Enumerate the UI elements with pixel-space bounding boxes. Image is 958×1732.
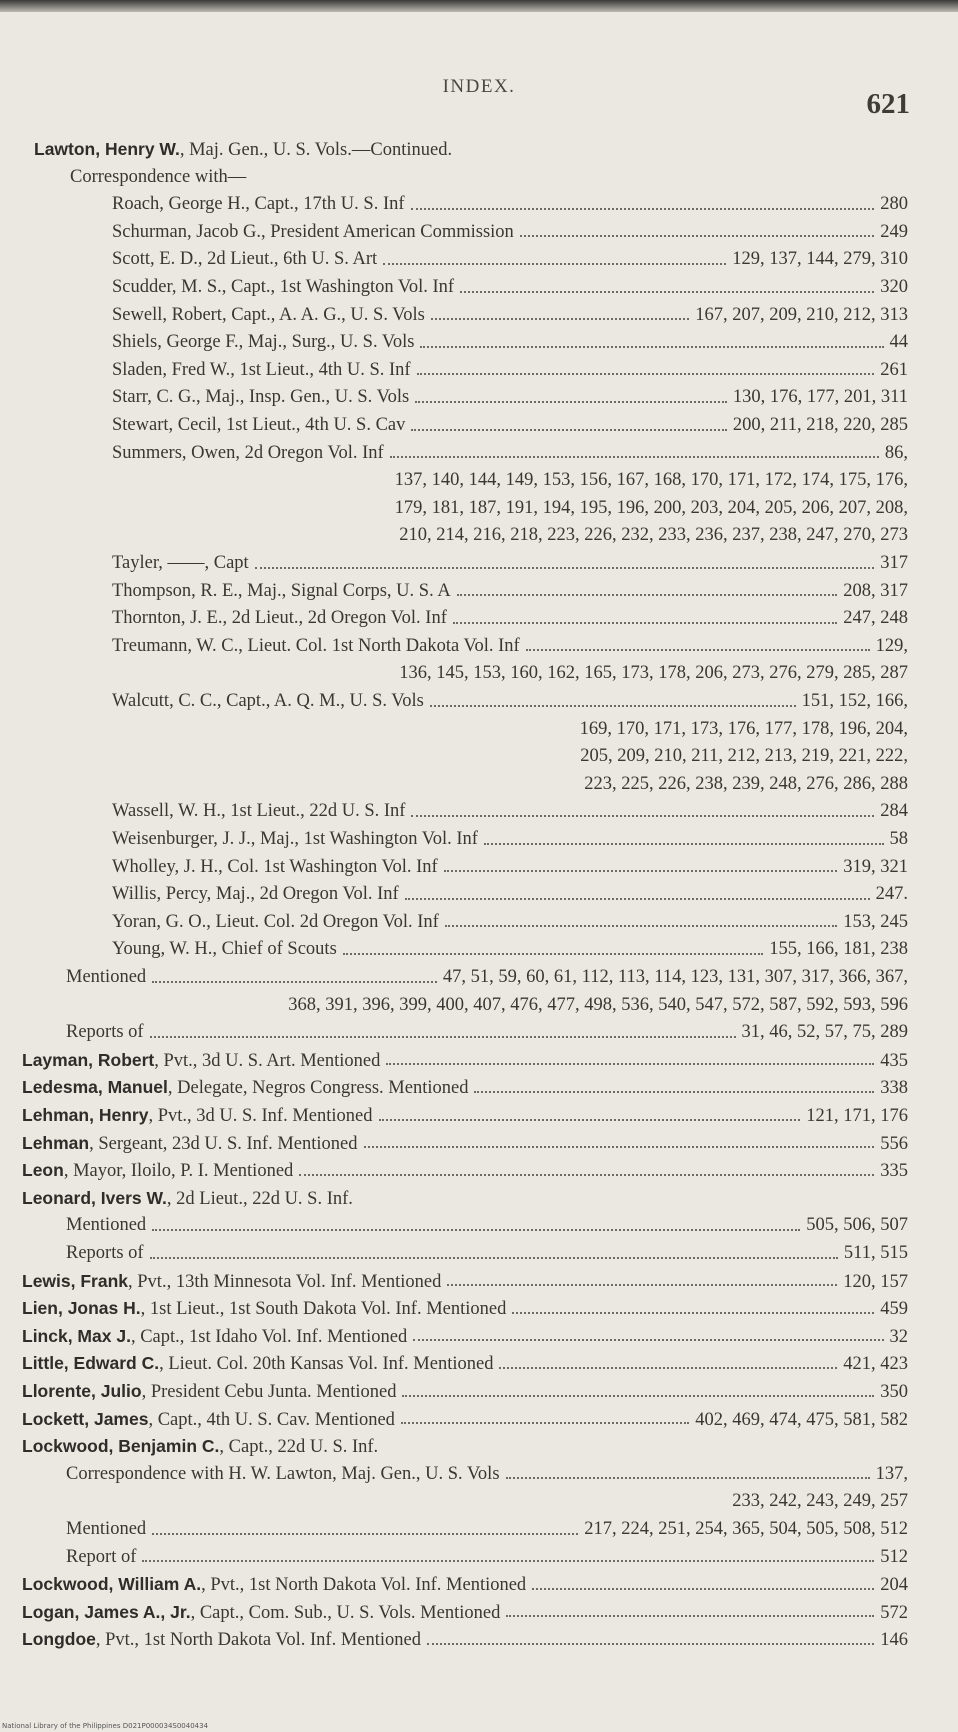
- entry-pages: 130, 176, 177, 201, 311: [732, 387, 908, 408]
- entry-name: Layman, Robert: [22, 1049, 155, 1070]
- entry-name: Lehman: [22, 1132, 90, 1153]
- correspondent: Shiels, George F., Maj., Surg., U. S. Vols: [112, 332, 415, 353]
- entry-desc: , Capt., 22d U. S. Inf.: [219, 1437, 379, 1458]
- entry-label: [22, 1350, 493, 1378]
- correspondence-row: [112, 909, 908, 936]
- sub-label: Mentioned: [66, 1519, 147, 1539]
- mentioned-row: [66, 964, 908, 991]
- index-entry-lockwood: [22, 1433, 378, 1460]
- pages-continuation: 179, 181, 187, 191, 194, 195, 196, 200, 203, 204, 205, 206, 207, 208,: [394, 497, 908, 518]
- correspondent: Sladen, Fred W., 1st Lieut., 4th U. S. Inf: [112, 359, 411, 380]
- entry-desc: , Pvt., 1st North Dakota Vol. Inf. Mentioned: [201, 1575, 527, 1596]
- entry-label: [112, 191, 405, 218]
- entry-pages: 556: [880, 1133, 908, 1154]
- correspondent: Tayler, ——, Capt: [112, 553, 249, 573]
- entry-pages: 208, 317: [843, 580, 908, 601]
- entry-label: [66, 1240, 144, 1267]
- dot-leader: [383, 263, 726, 265]
- index-entry: [22, 1074, 908, 1101]
- entry-name: Little, Edward C.: [22, 1353, 160, 1374]
- correspondent: Starr, C. G., Maj., Insp. Gen., U. S. Vols: [112, 387, 410, 408]
- entry-pages: 319, 321: [843, 856, 908, 877]
- entry-pages: 121, 171, 176: [806, 1106, 908, 1126]
- index-entry: [22, 1130, 908, 1157]
- pages-continuation: 137, 140, 144, 149, 153, 156, 167, 168, 170, 171, 172, 174, 175, 176,: [394, 470, 908, 491]
- dot-leader: [255, 567, 875, 569]
- dot-leader: [499, 1367, 837, 1369]
- entry-desc: , Pvt., 1st North Dakota Vol. Inf. Mentioned: [95, 1630, 421, 1651]
- entry-pages: 58: [889, 829, 908, 849]
- index-entry: [22, 1378, 908, 1405]
- sub-label: Reports of: [66, 1243, 144, 1263]
- correspondence-row: [112, 826, 908, 853]
- entry-name: Lockett, James: [22, 1408, 149, 1429]
- sub-label: Reports of: [66, 1022, 144, 1043]
- entry-label: [112, 440, 384, 467]
- dot-leader: [401, 1422, 689, 1424]
- reports-row: [66, 1544, 908, 1571]
- entry-desc: , President Cebu Junta. Mentioned: [141, 1382, 397, 1402]
- index-entry: [22, 1626, 908, 1653]
- reports-row: [66, 1019, 908, 1046]
- dot-leader: [460, 291, 874, 293]
- entry-label: [66, 1544, 136, 1571]
- correspondence-row: [112, 274, 908, 301]
- entry-pages: 249: [880, 221, 908, 242]
- entry-desc: , Maj. Gen., U. S. Vols.—Continued.: [179, 140, 453, 160]
- dot-leader: [413, 1339, 883, 1341]
- entry-pages: 146: [880, 1630, 908, 1651]
- pages-continuation: 136, 145, 153, 160, 162, 165, 173, 178, 206, 273, 276, 279, 285, 287: [399, 663, 908, 684]
- entry-pages: 217, 224, 251, 254, 365, 504, 505, 508, 512: [584, 1519, 908, 1539]
- dot-leader: [526, 649, 870, 651]
- entry-name: Ledesma, Manuel: [22, 1077, 168, 1098]
- entry-pages: 512: [880, 1546, 908, 1567]
- sub-label: Report of: [66, 1546, 137, 1567]
- entry-pages: 320: [880, 277, 908, 297]
- entry-pages: 167, 207, 209, 210, 212, 313: [695, 304, 908, 325]
- entry-label: [112, 274, 454, 301]
- page-number: 621: [866, 88, 910, 120]
- dot-leader: [364, 1146, 875, 1148]
- pages-continuation: 205, 209, 210, 211, 212, 213, 219, 221, 222,: [580, 746, 908, 767]
- entry-pages: 280: [880, 194, 908, 215]
- entry-pages: 511, 515: [843, 1243, 908, 1263]
- entry-label: [22, 1599, 500, 1627]
- entry-pages: 435: [880, 1050, 908, 1071]
- entry-label: [112, 633, 520, 660]
- correspondent: Wassell, W. H., 1st Lieut., 22d U. S. Inf: [112, 801, 406, 822]
- scan-top-edge: [0, 0, 958, 12]
- entry-label: [112, 881, 399, 908]
- correspondent: Schurman, Jacob G., President American Commission: [112, 221, 514, 242]
- entry-pages: 261: [880, 359, 908, 380]
- index-entry: [22, 1406, 908, 1433]
- dot-leader: [405, 898, 870, 900]
- entry-pages: 459: [880, 1299, 908, 1320]
- entry-pages: 204: [880, 1575, 908, 1596]
- page-title: INDEX.: [442, 76, 516, 97]
- correspondent: Summers, Owen, 2d Oregon Vol. Inf: [112, 442, 384, 463]
- dot-leader: [415, 401, 727, 403]
- entry-pages: 247.: [875, 884, 908, 905]
- sub-label: Correspondence with H. W. Lawton, Maj. Gen., U. S. Vols: [66, 1463, 500, 1484]
- entry-pages: 317: [880, 553, 908, 573]
- entry-name: Leonard, Ivers W.: [22, 1187, 167, 1208]
- entry-desc: , Delegate, Negros Congress. Mentioned: [167, 1078, 469, 1099]
- dot-leader: [512, 1312, 874, 1314]
- entry-label: [66, 964, 146, 991]
- entry-name: Linck, Max J.: [22, 1325, 131, 1346]
- correspondent: Scott, E. D., 2d Lieut., 6th U. S. Art: [112, 249, 378, 270]
- entry-desc: , Mayor, Iloilo, P. I. Mentioned: [63, 1161, 294, 1182]
- correspondent: Willis, Percy, Maj., 2d Oregon Vol. Inf: [112, 884, 399, 905]
- dot-leader: [457, 594, 838, 596]
- index-entry: [22, 1350, 908, 1377]
- index-entry: [22, 1102, 908, 1129]
- dot-leader: [343, 953, 763, 955]
- entry-pages: 129, 137, 144, 279, 310: [732, 249, 908, 270]
- dot-leader: [427, 1643, 874, 1645]
- entry-name: Lien, Jonas H.: [22, 1298, 141, 1319]
- entry-label: [22, 1626, 421, 1654]
- entry-pages: 338: [880, 1078, 908, 1099]
- entry-label: [112, 246, 377, 273]
- entry-desc: , Pvt., 13th Minnesota Vol. Inf. Mentioned: [128, 1271, 442, 1292]
- dot-leader: [532, 1588, 874, 1590]
- correspondent: Stewart, Cecil, 1st Lieut., 4th U. S. Cav: [112, 415, 406, 435]
- dot-leader: [411, 429, 727, 431]
- pages-continuation: 233, 242, 243, 249, 257: [732, 1491, 908, 1512]
- correspondence-row: [112, 357, 908, 384]
- entry-pages: 86,: [884, 442, 908, 463]
- dot-leader: [444, 870, 838, 872]
- dot-leader: [411, 815, 874, 817]
- dot-leader: [506, 1615, 874, 1617]
- entry-label: [22, 1295, 506, 1323]
- entry-label: [112, 384, 409, 411]
- entry-desc: , 2d Lieut., 22d U. S. Inf.: [166, 1188, 353, 1209]
- dot-leader: [386, 1063, 874, 1065]
- correspondence-row: [112, 798, 908, 825]
- entry-label: [112, 578, 451, 605]
- pages-continuation: 368, 391, 396, 399, 400, 407, 476, 477, 498, 536, 540, 547, 572, 587, 592, 593, 596: [288, 994, 908, 1015]
- pages-continuation: 210, 214, 216, 218, 223, 226, 232, 233, 236, 237, 238, 247, 270, 273: [399, 525, 908, 546]
- correspondence-row: [112, 329, 908, 356]
- entry-label: [112, 302, 425, 329]
- entry-label: [112, 826, 478, 853]
- entry-label: [22, 1378, 396, 1406]
- entry-label: [66, 1461, 500, 1488]
- dot-leader: [411, 208, 875, 210]
- entry-name: Lockwood, Benjamin C.: [22, 1436, 220, 1457]
- correspondent: Yoran, G. O., Lieut. Col. 2d Oregon Vol. Inf: [112, 911, 439, 932]
- correspondence-row: [112, 550, 908, 577]
- correspondence-row: [66, 1461, 908, 1488]
- dot-leader: [474, 1091, 874, 1093]
- correspondence-row: [112, 881, 908, 908]
- entry-pages: 505, 506, 507: [806, 1215, 908, 1236]
- index-entry: [22, 1268, 908, 1295]
- entry-name: Llorente, Julio: [22, 1381, 142, 1401]
- entry-label: [112, 798, 405, 825]
- correspondence-row: [112, 384, 908, 411]
- entry-label: [112, 854, 438, 881]
- entry-desc: , Capt., 4th U. S. Cav. Mentioned: [148, 1409, 395, 1430]
- entry-name: Logan, James A., Jr.: [22, 1601, 191, 1622]
- correspondent: Weisenburger, J. J., Maj., 1st Washington Vol. Inf: [112, 829, 478, 849]
- entry-pages: 247, 248: [843, 608, 908, 629]
- mentioned-row: [66, 1516, 908, 1543]
- correspondence-row: [112, 302, 908, 329]
- index-entry: [22, 1323, 908, 1350]
- index-entry: [22, 1157, 908, 1184]
- correspondent: Wholley, J. H., Col. 1st Washington Vol. Inf: [112, 856, 438, 877]
- entry-desc: , Pvt., 3d U. S. Inf. Mentioned: [148, 1106, 373, 1126]
- sub-label: Mentioned: [66, 1215, 147, 1236]
- entry-label: [112, 605, 447, 632]
- dot-leader: [431, 318, 689, 320]
- dot-leader: [453, 622, 837, 624]
- entry-name: Lewis, Frank: [22, 1270, 129, 1291]
- entry-label: [66, 1212, 146, 1239]
- index-entry: [22, 1599, 908, 1626]
- correspondence-row: [112, 246, 908, 273]
- dot-leader: [402, 1395, 874, 1397]
- entry-label: [112, 357, 411, 384]
- entry-pages: 129,: [875, 635, 908, 656]
- entry-desc: , Capt., Com. Sub., U. S. Vols. Mentioned: [190, 1602, 501, 1623]
- correspondent: Sewell, Robert, Capt., A. A. G., U. S. Vols: [112, 304, 425, 325]
- correspondence-row: [112, 191, 908, 218]
- mentioned-row: [66, 1212, 908, 1239]
- entry-pages: 153, 245: [843, 911, 908, 932]
- entry-pages: 137,: [875, 1463, 908, 1484]
- dot-leader: [150, 1257, 838, 1259]
- entry-pages: 47, 51, 59, 60, 61, 112, 113, 114, 123, 131, 307, 317, 366, 367,: [442, 967, 908, 987]
- pages-continuation: 223, 225, 226, 238, 239, 248, 276, 286, 288: [584, 773, 908, 794]
- dot-leader: [299, 1174, 874, 1176]
- entry-label: [22, 1102, 373, 1130]
- entry-pages: 120, 157: [843, 1271, 908, 1292]
- entry-desc: , Sergeant, 23d U. S. Inf. Mentioned: [89, 1133, 358, 1154]
- dot-leader: [430, 705, 796, 707]
- dot-leader: [420, 346, 883, 348]
- correspondent: Young, W. H., Chief of Scouts: [112, 939, 337, 960]
- index-entry: [22, 1047, 908, 1074]
- correspondence-row: [112, 633, 908, 660]
- entry-pages: 155, 166, 181, 238: [769, 939, 908, 960]
- dot-leader: [142, 1560, 874, 1562]
- entry-name: Leon: [22, 1160, 64, 1181]
- correspondent: Thornton, J. E., 2d Lieut., 2d Oregon Vol. Inf: [112, 608, 447, 629]
- correspondent: Walcutt, C. C., Capt., A. Q. M., U. S. Vols: [112, 691, 424, 711]
- entry-label: [22, 1323, 407, 1351]
- entry-pages: 151, 152, 166,: [801, 691, 908, 711]
- dot-leader: [447, 1284, 837, 1286]
- entry-label: [22, 1268, 441, 1296]
- index-page: [0, 12, 958, 1732]
- entry-pages: 31, 46, 52, 57, 75, 289: [741, 1022, 908, 1043]
- entry-label: [112, 219, 514, 246]
- entry-label: [22, 1130, 358, 1158]
- dot-leader: [445, 925, 837, 927]
- index-entry: [22, 1571, 908, 1598]
- entry-pages: 200, 211, 218, 220, 285: [732, 415, 908, 435]
- correspondence-row: [112, 412, 908, 439]
- dot-leader: [379, 1119, 801, 1121]
- entry-pages: 44: [889, 332, 908, 353]
- entry-label: [66, 1516, 146, 1543]
- correspondent: Thompson, R. E., Maj., Signal Corps, U. S. A: [112, 580, 451, 601]
- entry-label: [112, 412, 405, 439]
- dot-leader: [506, 1477, 870, 1479]
- correspondence-row: [112, 219, 908, 246]
- index-entry: [22, 1295, 908, 1322]
- entry-pages: 402, 469, 474, 475, 581, 582: [695, 1409, 908, 1430]
- entry-pages: 284: [880, 801, 908, 822]
- reports-row: [66, 1240, 908, 1267]
- entry-label: [112, 936, 337, 963]
- index-entry-leonard: [22, 1185, 353, 1212]
- entry-label: [112, 688, 424, 715]
- entry-label: [22, 1074, 468, 1102]
- entry-pages: 32: [889, 1326, 908, 1347]
- correspondence-row: [112, 440, 908, 467]
- entry-label: [22, 1157, 293, 1185]
- entry-desc: , Capt., 1st Idaho Vol. Inf. Mentioned: [130, 1326, 408, 1347]
- dot-leader: [417, 373, 875, 375]
- correspondent: Treumann, W. C., Lieut. Col. 1st North Dakota Vol. Inf: [112, 635, 520, 656]
- correspondence-heading: [70, 164, 246, 191]
- entry-label: [112, 909, 439, 936]
- entry-name: Longdoe: [22, 1629, 96, 1650]
- correspondent: Roach, George H., Capt., 17th U. S. Inf: [112, 194, 405, 215]
- entry-label: [66, 1019, 144, 1046]
- correspondence-row: [112, 605, 908, 632]
- dot-leader: [152, 1229, 800, 1231]
- entry-pages: 572: [880, 1602, 908, 1623]
- entry-label: [112, 550, 249, 577]
- dot-leader: [150, 1036, 736, 1038]
- entry-pages: 350: [880, 1382, 908, 1402]
- dot-leader: [390, 456, 879, 458]
- dot-leader: [152, 1533, 578, 1535]
- subheading: Correspondence with—: [70, 166, 247, 187]
- entry-desc: , 1st Lieut., 1st South Dakota Vol. Inf. Mentioned: [140, 1299, 507, 1320]
- entry-label: [22, 1571, 526, 1599]
- correspondence-row: [112, 936, 908, 963]
- entry-name: Lehman, Henry: [22, 1105, 149, 1125]
- entry-label: [112, 329, 414, 356]
- dot-leader: [520, 235, 874, 237]
- entry-label: [22, 1047, 380, 1075]
- index-entry-lawton: [34, 136, 452, 163]
- entry-label: [22, 1406, 395, 1434]
- correspondence-row: [112, 578, 908, 605]
- pages-continuation: 169, 170, 171, 173, 176, 177, 178, 196, 204,: [579, 718, 908, 739]
- entry-name: Lawton, Henry W.: [34, 139, 180, 159]
- entry-desc: , Lieut. Col. 20th Kansas Vol. Inf. Mentioned: [159, 1354, 494, 1375]
- sub-label: Mentioned: [66, 967, 147, 987]
- library-stamp: National Library of the Philippines D021P000034S0040434: [2, 1722, 209, 1730]
- correspondence-row: [112, 854, 908, 881]
- entry-pages: 335: [880, 1161, 908, 1182]
- entry-pages: 421, 423: [843, 1354, 908, 1375]
- entry-desc: , Pvt., 3d U. S. Art. Mentioned: [154, 1050, 381, 1071]
- dot-leader: [484, 843, 884, 845]
- dot-leader: [152, 981, 437, 983]
- correspondent: Scudder, M. S., Capt., 1st Washington Vol. Inf: [112, 277, 455, 297]
- correspondence-row: [112, 688, 908, 715]
- entry-name: Lockwood, William A.: [22, 1574, 202, 1595]
